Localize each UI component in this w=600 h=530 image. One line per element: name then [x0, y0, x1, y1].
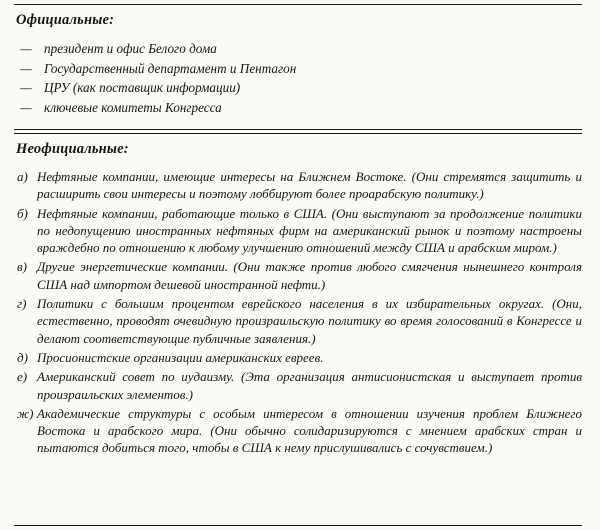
list-item-text: ключевые комитеты Конгресса: [44, 99, 222, 115]
dash-marker: —: [20, 99, 32, 115]
section-official: [14, 5, 582, 117]
item-letter-label: д): [17, 349, 28, 365]
list-item-text: Нефтяные компании, имеющие интересы на Ближнем Востоке. (Они стремятся защитить и расширить свои интересы и поэтому лоббируют более проарабскую политику.): [37, 169, 582, 202]
list-item-text: Другие энергетические компании. (Они также против любого смягчения нынешнего контроля США над импортом дешевой иностранной нефти.): [37, 259, 582, 292]
list-item: [20, 98, 582, 118]
official-list: [20, 39, 582, 117]
list-item-text: Политики с большим процентом еврейского населения в их избирательных округах. (Они, естественно, проводят очевидную произраильскую политику во время голосований в Конгрессе и делают соответствующие публичные заявления.): [37, 296, 582, 346]
list-item-text: Академические структуры с особым интересом в отношении изучения проблем Ближнего Востока и арабского мира. (Они обычно солидаризируются с мнением арабских стран и пытаются добиться того, чтобы в США к нему прислушивались с сочувствием.): [37, 405, 582, 456]
unofficial-list: [14, 168, 582, 457]
list-item: [14, 205, 582, 257]
list-item: [20, 78, 582, 98]
item-letter-label: б): [17, 205, 28, 221]
list-item-text: Просионистские организации американских евреев.: [37, 349, 324, 365]
list-item: [20, 59, 582, 79]
list-item: [14, 368, 582, 403]
list-item: [14, 168, 582, 203]
list-item: [14, 405, 582, 457]
list-item: [14, 295, 582, 347]
list-item-text: президент и офис Белого дома: [44, 41, 217, 56]
unofficial-heading: Неофициальные:: [16, 141, 129, 157]
item-letter-label: а): [17, 169, 28, 184]
dash-marker: —: [20, 80, 32, 95]
item-letter-label: в): [17, 259, 27, 275]
list-item-text: ЦРУ (как поставщик информации): [44, 80, 241, 95]
item-letter-label: г): [17, 296, 27, 312]
dash-marker: —: [20, 60, 32, 76]
list-item: [14, 349, 582, 366]
list-item-text: Американский совет по иудаизму. (Эта организация антисионистская и выступает против произраильских элементов.): [37, 369, 582, 402]
official-heading: Официальные:: [16, 12, 115, 28]
list-item: [14, 258, 582, 293]
bottom-rule: [14, 525, 582, 526]
section-unofficial: [14, 134, 582, 459]
item-letter-label: е): [17, 369, 28, 385]
list-item-text: Государственный департамент и Пентагон: [44, 60, 297, 76]
item-letter-label: ж): [17, 405, 34, 421]
list-item-text: Нефтяные компании, работающие только в США. (Они выступают за продолжение политики по недопущению иностранных нефтяных фирм на американский рынок и поэтому настроены враждебно по отношению к любому улучшению отношений между США и арабским миром.): [37, 205, 582, 256]
list-item: [20, 39, 582, 59]
dash-marker: —: [20, 41, 32, 56]
